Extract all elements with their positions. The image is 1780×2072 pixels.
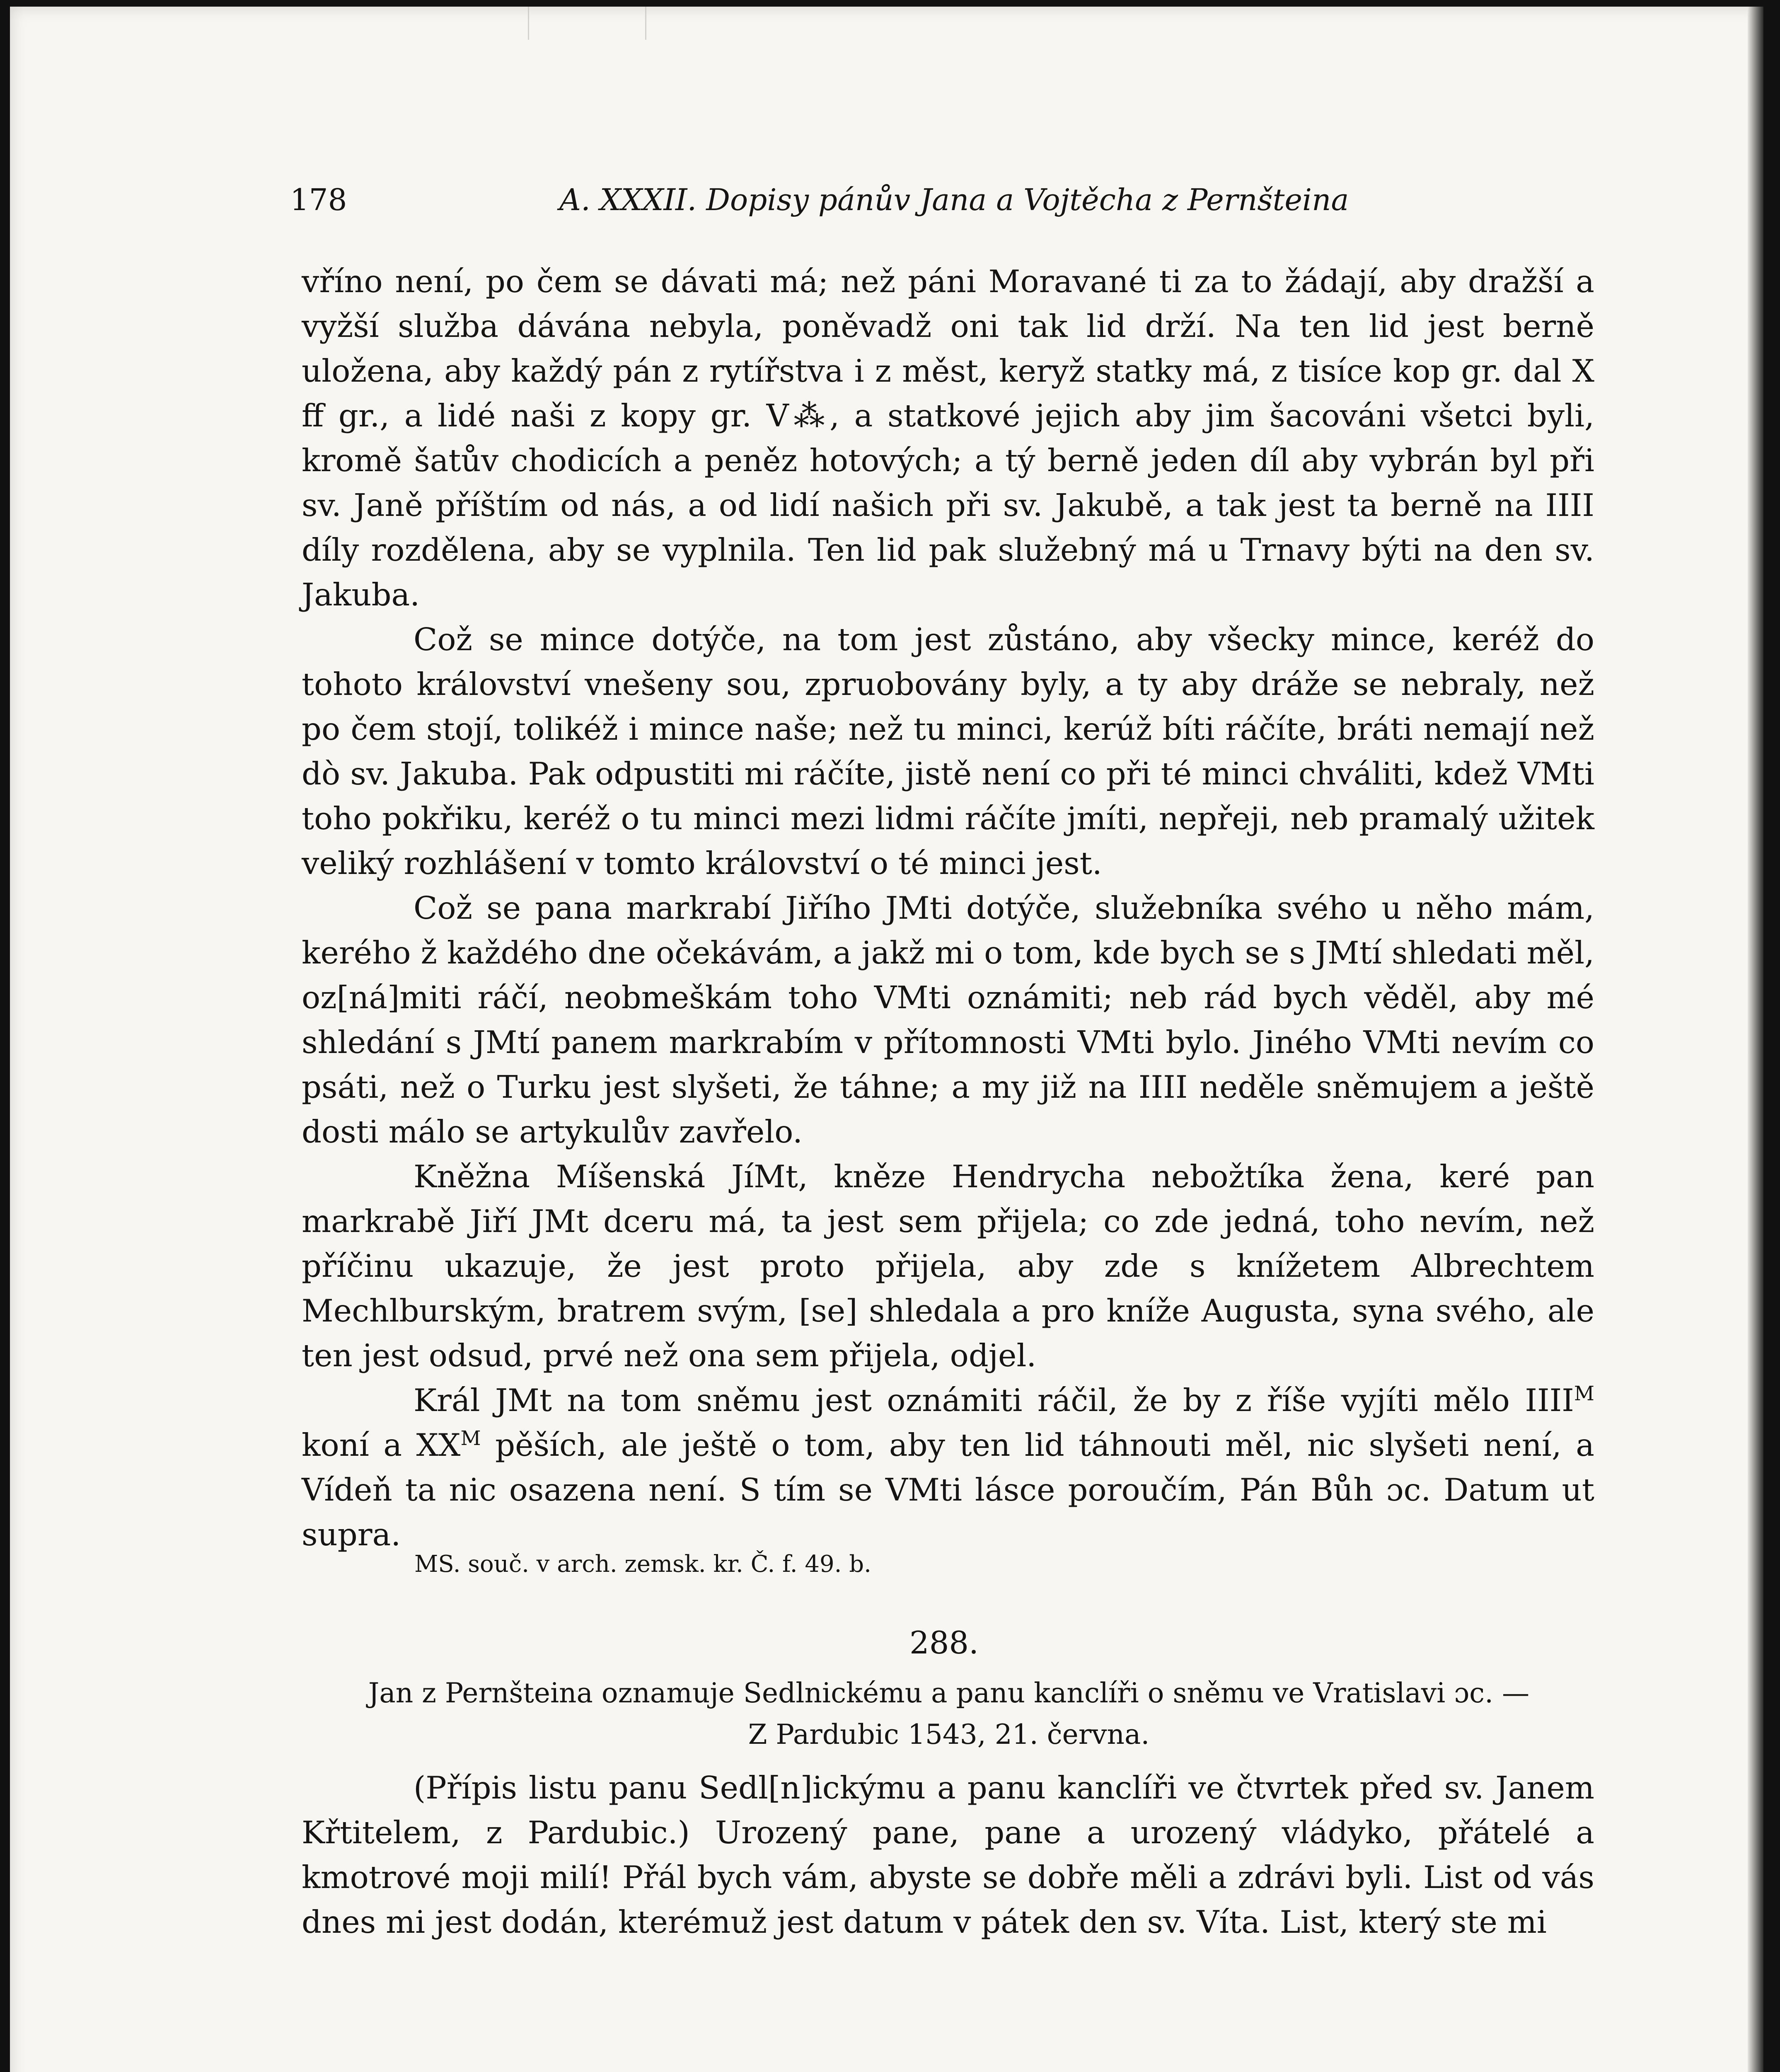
superscript-m-2: M: [460, 1427, 481, 1450]
paragraph-5-part-a: Král JMt na tom sněmu jest oznámiti ráčil, že by z říše vyjíti mělo IIII: [414, 1382, 1574, 1418]
paragraph-5-part-b: koní a XX: [302, 1427, 461, 1463]
running-head: [290, 182, 1349, 228]
paragraph-4: Kněžna Míšenská JíMt, kněze Hendrycha nebožtíka žena, keré pan markrabě Jiří JMt dceru má, ta jest sem přijela; co zde jedná, toho nevím, než příčinu ukazuje, že jest proto přijela, aby zde s knížetem Albrechtem Mechlburským, bratrem svým, [se] shledala a pro kníže Augusta, syna svého, ale ten jest odsud, prvé než ona sem přijela, odjel.: [302, 1158, 1594, 1374]
summary-line-2: Z Pardubic 1543, 21. června.: [748, 1719, 1150, 1750]
main-text: [302, 259, 1594, 1557]
superscript-m-1: M: [1574, 1382, 1594, 1405]
paragraph-3: Což se pana markrabí Jiřího JMti dotýče, služebníka svého u něho mám, kerého ž každého dne očekávám, a jakž mi o tom, kde bych se s JMtí shledati měl, oz[ná]miti ráčí, neobmeškám toho VMti oznámiti; neb rád bych věděl, aby mé shledání s JMtí panem markrabím v přítomnosti VMti bylo. Jiného VMti nevím co psáti, než o Turku jest slyšeti, že táhne; a my již na IIII neděle sněmujem a ještě dosti málo se artykulův zavřelo.: [302, 890, 1594, 1150]
document-number: 288.: [909, 1624, 979, 1661]
paragraph-1: vříno není, po čem se dávati má; než páni Moravané ti za to žádají, aby dražší a vyžší služba dávána nebyla, poněvadž oni tak lid drží. Na ten lid jest berně uložena, aby každý pán z rytířstva i z měst, keryž statky má, z tisíce kop gr. dal X ff gr., a lidé naši z kopy gr. V⁂, a statkové jejich aby jim šacováni všetci byli, kromě šatův chodicích a peněz hotových; a tý berně jeden díl aby vybrán byl při sv. Janě příštím od nás, a od lidí našich při sv. Jakubě, a tak jest ta berně na IIII díly rozdělena, aby se vyplnila. Ten lid pak služebný má u Trnavy býti na den sv. Jakuba.: [302, 263, 1594, 613]
running-title: A. XXXII. Dopisy pánův Jana a Vojtěcha z Pernšteina: [559, 182, 1349, 217]
paragraph-5-part-c: pěších, ale ještě o tom, aby ten lid táhnouti měl, nic slyšeti není, a Vídeň ta nic osazena není. S tím se VMti lásce poroučím, Pán Bůh ɔc. Datum ut supra.: [302, 1427, 1594, 1553]
paragraph-5: [302, 1378, 1594, 1557]
binding-mark: [528, 7, 646, 40]
paragraph-2: Což se mince dotýče, na tom jest zůstáno, aby všecky mince, keréž do tohoto království vnešeny sou, zpruobovány byly, a ty aby dráže se nebraly, než po čem stojí, tolikéž i mince naše; než tu minci, kerúž bíti ráčíte, bráti nemají než dò sv. Jakuba. Pak odpustiti mi ráčíte, jistě není co při té minci chváliti, kdež VMti toho pokřiku, keréž o tu minci mezi lidmi ráčíte jmíti, nepřeji, neb pramalý užitek veliký rozhlášení v tomto království o té minci jest.: [302, 621, 1594, 881]
document-text: (Přípis listu panu Sedl[n]ickýmu a panu kanclíři ve čtvrtek před sv. Janem Křtitelem, z Pardubic.) Urozený pane, pane a urozený vládyko, přátelé a kmotrové moji milí! Přál bych vám, abyste se dobře měli a zdrávi byli. List od vás dnes mi jest dodán, kterémuž jest datum v pátek den sv. Víta. List, který ste mi: [302, 1769, 1594, 1940]
source-note: MS. souč. v arch. zemsk. kr. Č. f. 49. b.: [414, 1551, 871, 1578]
document-summary: [340, 1673, 1558, 1755]
summary-line-1: Jan z Pernšteina oznamuje Sedlnickému a panu kanclíři o sněmu ve Vratislavi ɔc. —: [368, 1677, 1530, 1709]
page-number: 178: [290, 182, 347, 217]
page-edge-shadow: [1748, 7, 1763, 2072]
